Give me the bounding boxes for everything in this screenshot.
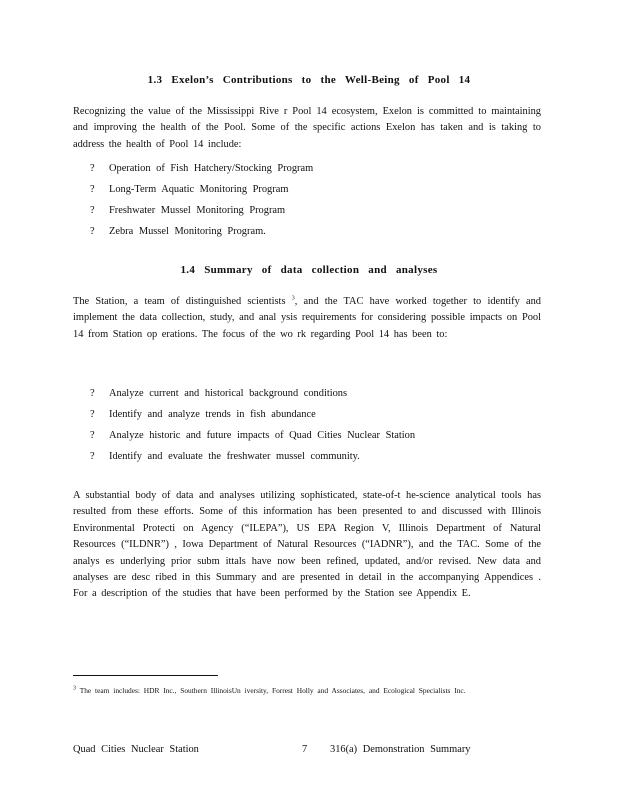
- section-1-4-closing: A substantial body of data and analyses utilizing sophisticated, state-of-t he-science analytical tools has resulted from these efforts. Some of this information has been presented to and discussed with Illinois Environmental Protecti on Agency (“ILEPA”), US EPA Region V, Illinois Department of Natural Resources (“ILDNR”) , Iowa Department of Natural Resources (“IADNR”), and the TAC. Some of the analys es underlying prior subm ittals have now been refined, updated, and/or revised. New data and analyses are desc ribed in this Summary and are presented in detail in the accompanying Appendices . For a description of the studies that have been performed by the Station see Appendix E.: [73, 490, 541, 600]
- focus-list: [90, 383, 540, 467]
- bullet-marker: ?: [90, 388, 95, 399]
- bullet-marker: ?: [90, 184, 95, 195]
- bullet-marker: ?: [90, 409, 95, 420]
- list-item: ? Long-Term Aquatic Monitoring Program: [90, 179, 540, 200]
- bullet-marker: ?: [90, 226, 95, 237]
- bullet-marker: ?: [90, 430, 95, 441]
- list-item: ? Analyze current and historical background conditions: [90, 383, 540, 404]
- footer-right: 316(a) Demonstration Summary: [330, 744, 471, 755]
- page-number: 7: [302, 744, 308, 755]
- footnote-ref[interactable]: 3: [291, 295, 295, 302]
- list-item: ? Identify and analyze trends in fish abundance: [90, 404, 540, 425]
- section-1-4-intro: The Station, a team of distinguished scientists $^3$, and the TAC have worked together to identify and implement the data collection, study, and anal ysis requirements for considering possible impacts on Pool 14 from Station op erations. The focus of the wo rk regarding Pool 14 has been to:: [73, 295, 541, 340]
- section-1-3-heading: 1.3 Exelon’s Contributions to the Well-Being of Pool 14: [147, 74, 471, 86]
- bullet-marker: ?: [90, 451, 95, 462]
- exelon-actions-list: [90, 158, 540, 242]
- bullet-marker: ?: [90, 163, 95, 174]
- section-1-3-intro: Recognizing the value of the Mississippi Rive r Pool 14 ecosystem, Exelon is committed to maintaining and improving the health of the Pool. Some of the specific actions Exelon has taken and is taking to address the health of Pool 14 include:: [73, 106, 541, 150]
- section-1-4-heading: 1.4 Summary of data collection and analyses: [180, 264, 438, 276]
- footnote-divider: [73, 675, 218, 676]
- bullet-marker: ?: [90, 205, 95, 216]
- list-item: ? Analyze historic and future impacts of Quad Cities Nuclear Station: [90, 425, 540, 446]
- footnote: $^3$ The team includes: HDR Inc., Southern IllinoisUn iversity, Forrest Holly and Associates, and Ecological Specialists Inc.: [73, 685, 466, 695]
- list-item: ? Operation of Fish Hatchery/Stocking Program: [90, 158, 540, 179]
- footer-left: Quad Cities Nuclear Station: [73, 744, 199, 755]
- list-item: ? Identify and evaluate the freshwater mussel community.: [90, 446, 540, 467]
- footnote-number: 3: [73, 685, 76, 692]
- list-item: ? Zebra Mussel Monitoring Program.: [90, 221, 540, 242]
- list-item: ? Freshwater Mussel Monitoring Program: [90, 200, 540, 221]
